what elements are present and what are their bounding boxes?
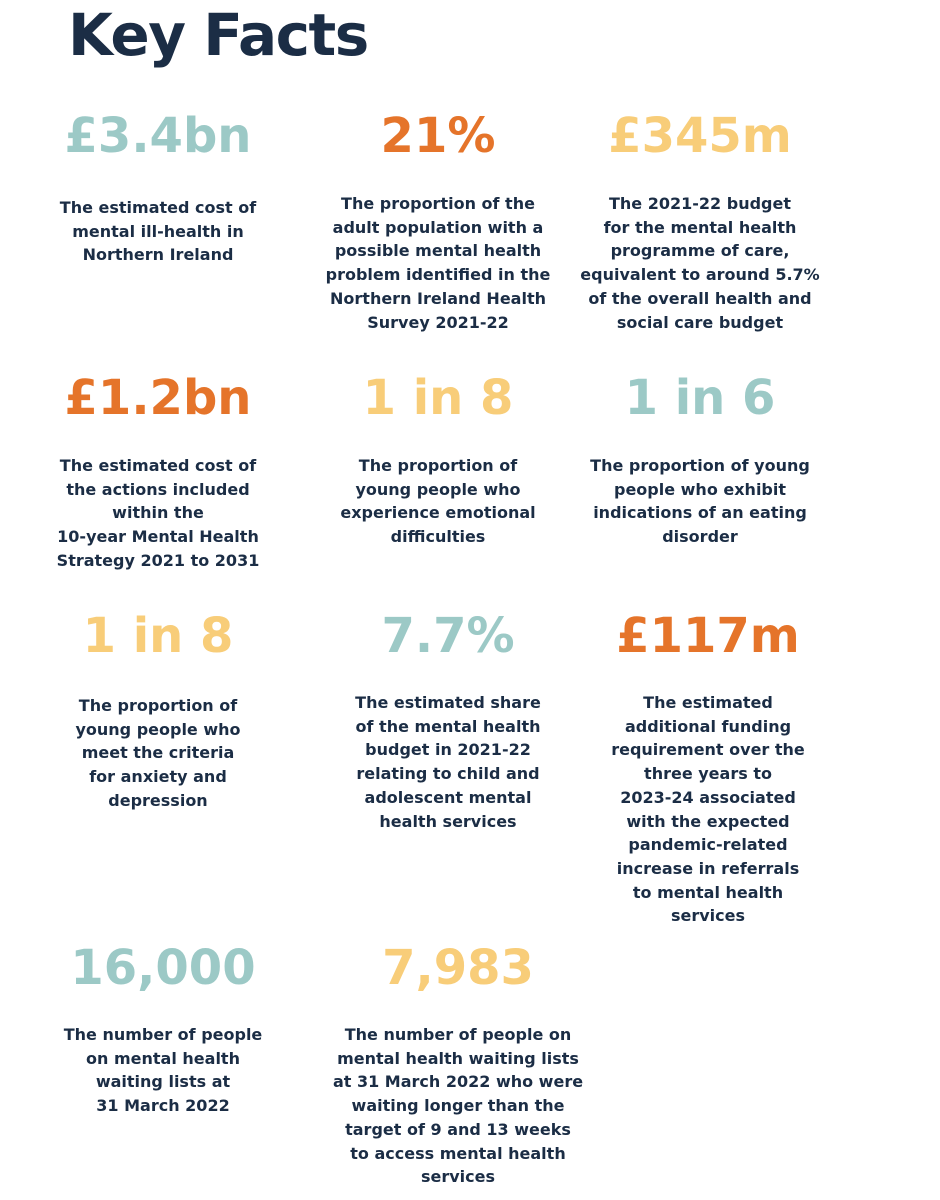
fact-budget-2021-22 [580,108,820,332]
fact-cost-strategy-actions [38,370,278,570]
fact-stat: 21% [380,108,496,164]
fact-description: The estimated share of the mental health budget in 2021-22 relating to child and adolescent mental health services [355,693,541,831]
fact-description: The number of people on mental health waiting lists at 31 March 2022 who were waiting longer than the target of 9 and 13 weeks to access mental health services [332,1025,584,1187]
fact-waiting-lists-total [38,940,288,1116]
fact-description: The estimated additional funding requirement over the three years to 2023-24 associated with the expected pandemic-related increase in referrals to mental health services [611,693,805,926]
fact-description: The proportion of the adult population with a possible mental health problem identified in the Northern Ireland Health Survey 2021-22 [325,194,551,332]
fact-emotional-difficulties [318,370,558,547]
fact-stat: 1 in 8 [82,608,234,664]
fact-stat: 1 in 6 [624,370,776,426]
fact-stat: £117m [616,608,800,664]
fact-description: The number of people on mental health waiting lists at 31 March 2022 [63,1025,263,1116]
fact-waiting-longer-than-target [328,940,588,1187]
fact-stat: £3.4bn [64,108,252,164]
fact-adult-population-proportion [318,108,558,332]
fact-child-adolescent-share [318,608,578,831]
fact-stat: 7.7% [381,608,515,664]
fact-description: The proportion of young people who exhibit indications of an eating disorder [590,456,810,547]
fact-description: The estimated cost of mental ill-health in Northern Ireland [59,198,257,265]
fact-eating-disorder [580,370,820,547]
fact-additional-funding [588,608,828,926]
fact-stat: 7,983 [382,940,534,996]
fact-description: The 2021-22 budget for the mental health programme of care, equivalent to around 5.7% of the overall health and social care budget [580,194,820,332]
fact-stat: £1.2bn [64,370,252,426]
fact-anxiety-depression [38,608,278,810]
fact-stat: 16,000 [70,940,256,996]
page-title: Key Facts [68,1,368,69]
fact-stat: £345m [608,108,792,164]
fact-cost-mental-ill-health [38,108,278,265]
fact-description: The proportion of young people who meet the criteria for anxiety and depression [75,696,241,810]
fact-description: The estimated cost of the actions included within the 10-year Mental Health Strategy 2021 to 2031 [56,456,260,570]
fact-stat: 1 in 8 [362,370,514,426]
fact-description: The proportion of young people who experience emotional difficulties [340,456,536,547]
